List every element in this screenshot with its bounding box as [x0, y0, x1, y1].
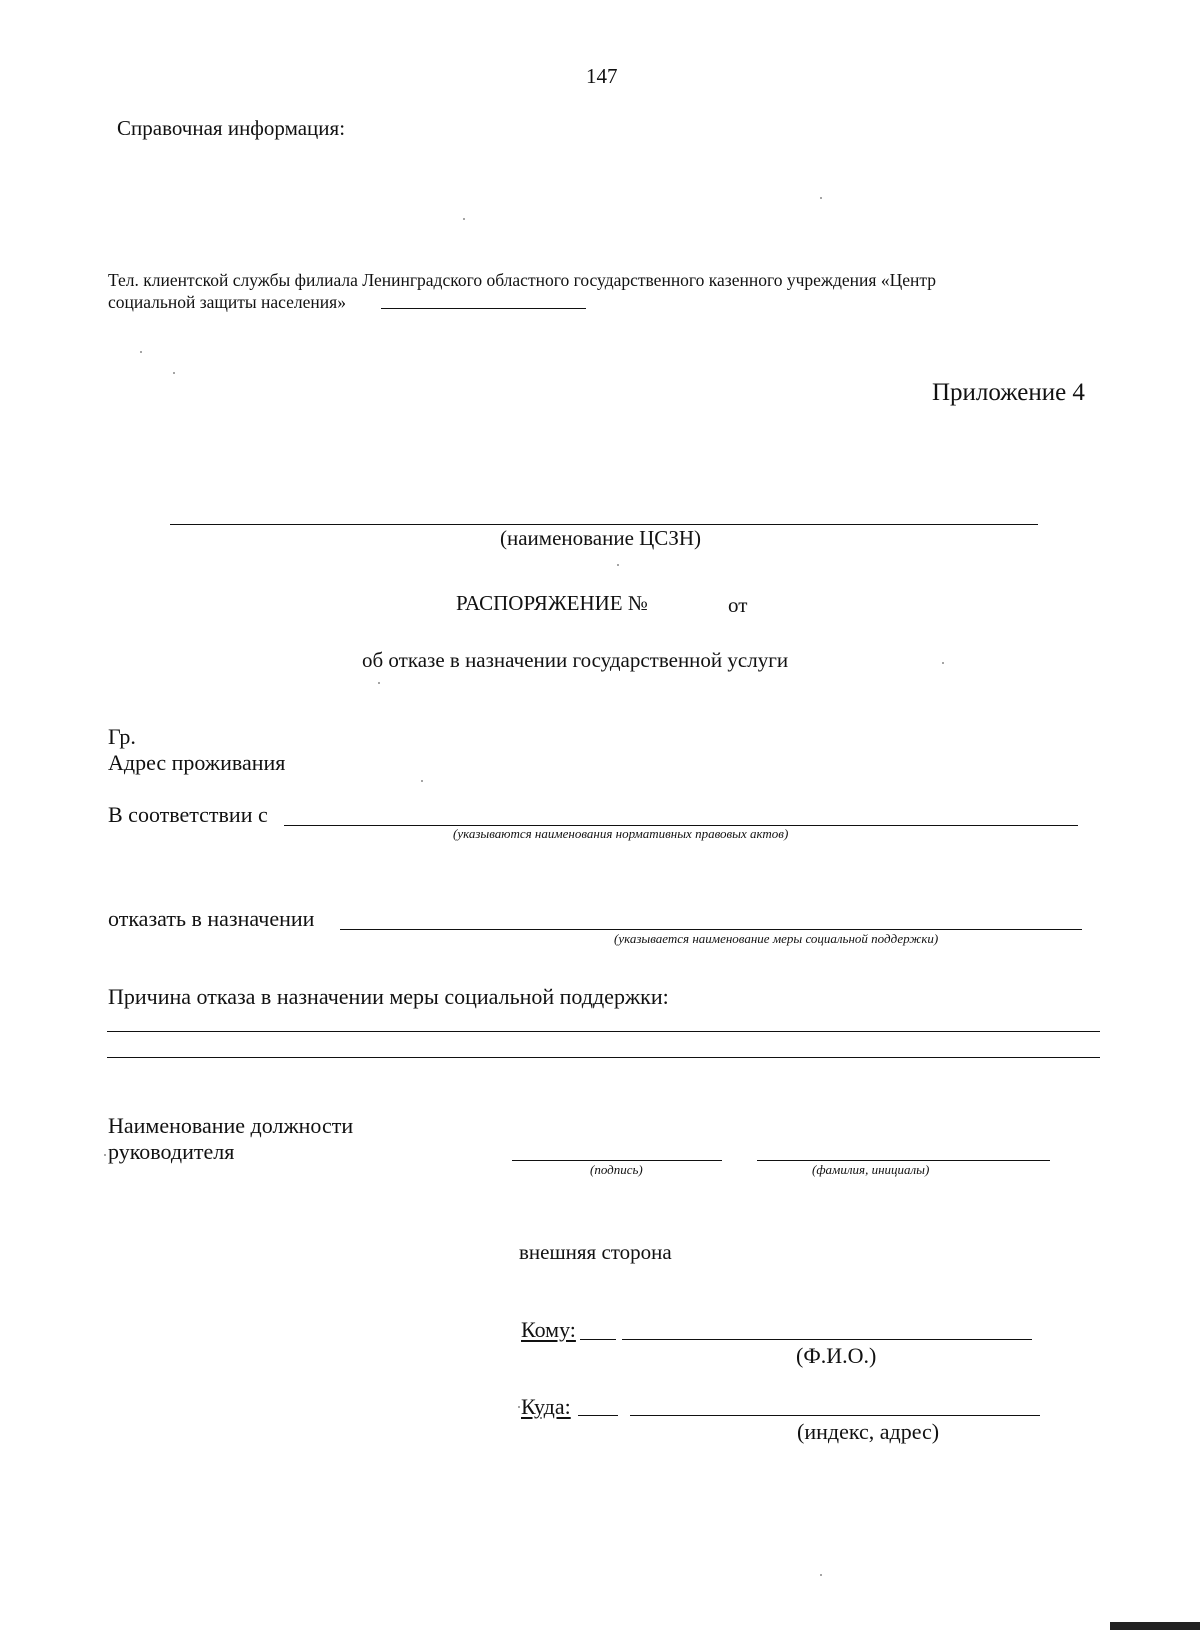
order-from: от: [728, 593, 748, 617]
to-label: Кому:: [521, 1317, 576, 1342]
where-label: Куда:: [521, 1394, 571, 1419]
appendix-title: Приложение 4: [932, 379, 1085, 406]
scan-speck: [820, 197, 822, 199]
phone-line-1: Тел. клиентской службы филиала Ленинградского областного государственного казенного учреждения «Центр: [108, 270, 936, 290]
scan-speck: [617, 564, 619, 566]
scan-edge-mark: [1110, 1622, 1200, 1630]
scan-speck: [140, 351, 142, 353]
order-title: РАСПОРЯЖЕНИЕ №: [456, 591, 648, 615]
accordance-caption: (указываются наименования нормативных правовых актов): [453, 826, 789, 841]
where-caption: (индекс, адрес): [797, 1419, 940, 1444]
scan-speck: [518, 1406, 520, 1408]
citizen-label: Гр.: [108, 724, 136, 749]
address-label: Адрес проживания: [108, 750, 286, 775]
to-caption: (Ф.И.О.): [796, 1343, 877, 1368]
scan-speck: [104, 1154, 106, 1156]
phone-line-2: социальной защиты населения»: [108, 292, 346, 312]
order-subject: об отказе в назначении государственной услуги: [362, 648, 789, 672]
scan-speck: [421, 780, 423, 782]
scan-speck: [173, 372, 175, 374]
scan-speck: [820, 1574, 822, 1576]
refuse-caption: (указывается наименование меры социальной поддержки): [614, 931, 939, 946]
refuse-label: отказать в назначении: [108, 906, 315, 931]
accordance-label: В соответствии с: [108, 802, 268, 827]
outer-side-label: внешняя сторона: [519, 1240, 672, 1264]
reason-line-1: [107, 1031, 1100, 1032]
phone-blank-line: [381, 308, 586, 309]
reason-line-2: [107, 1057, 1100, 1058]
to-line: [622, 1339, 1032, 1340]
name-caption: (фамилия, инициалы): [812, 1162, 930, 1177]
head-position-line-2: руководителя: [108, 1139, 235, 1164]
org-name-line: [170, 524, 1038, 525]
org-name-caption: (наименование ЦСЗН): [500, 526, 701, 550]
where-label-tail-line: [578, 1415, 618, 1416]
where-line: [630, 1415, 1040, 1416]
scan-speck: [942, 662, 944, 664]
scan-speck: [463, 218, 465, 220]
signature-caption: (подпись): [590, 1162, 643, 1177]
page-number: 147: [586, 64, 618, 88]
refuse-line: [340, 929, 1082, 930]
signature-line: [512, 1160, 722, 1161]
scan-speck: [378, 682, 380, 684]
reason-label: Причина отказа в назначении меры социальной поддержки:: [108, 984, 669, 1009]
reference-info-label: Справочная информация:: [117, 116, 346, 140]
head-position-line-1: Наименование должности: [108, 1113, 354, 1138]
name-line: [757, 1160, 1050, 1161]
to-label-tail-line: [580, 1339, 616, 1340]
